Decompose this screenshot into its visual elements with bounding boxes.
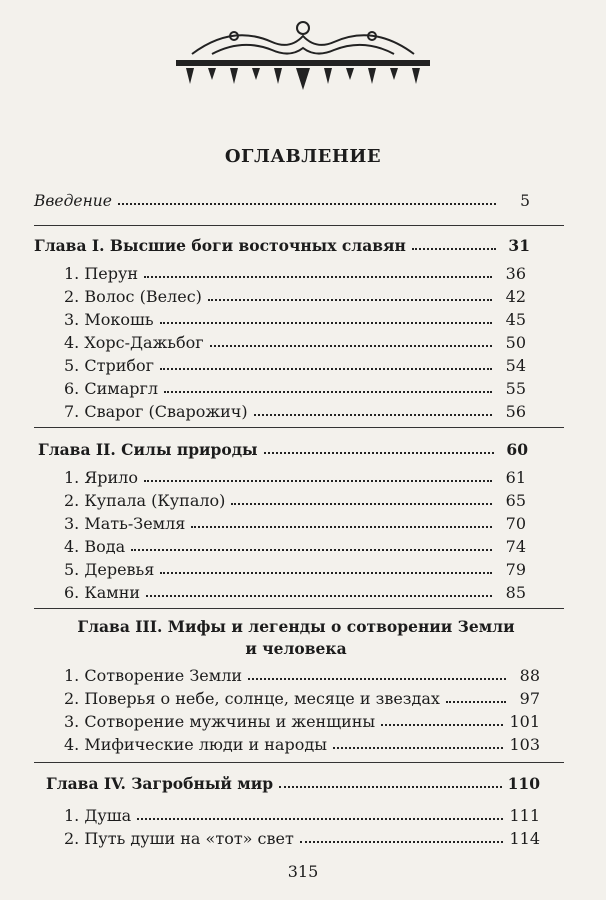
leader-dots — [381, 724, 503, 726]
leader-dots — [300, 841, 504, 843]
entry-label: 3. Сотворение мужчины и женщины — [64, 712, 376, 731]
toc-chapter-3[interactable] — [46, 616, 546, 660]
entry-page: 45 — [505, 310, 526, 329]
toc-entry[interactable] — [64, 829, 540, 848]
toc-entry[interactable] — [64, 712, 540, 731]
leader-dots — [279, 786, 502, 788]
leader-dots — [160, 572, 492, 574]
leader-dots — [446, 701, 506, 703]
toc-entry[interactable] — [64, 379, 526, 398]
entry-page: 61 — [505, 468, 526, 487]
toc-entry[interactable] — [64, 735, 540, 754]
leader-dots — [248, 678, 506, 680]
divider — [34, 608, 564, 609]
entry-label: 2. Волос (Велес) — [64, 287, 202, 306]
entry-label: 5. Стрибог — [64, 356, 154, 375]
leader-dots — [191, 526, 492, 528]
entry-label: 4. Хорс-Дажьбог — [64, 333, 204, 352]
leader-dots — [118, 203, 496, 205]
leader-dots — [231, 503, 492, 505]
entry-page: 55 — [505, 379, 526, 398]
leader-dots — [333, 747, 504, 749]
entry-label: 3. Мокошь — [64, 310, 154, 329]
entry-label: 7. Сварог (Сварожич) — [64, 402, 248, 421]
divider — [34, 427, 564, 428]
entry-page: 114 — [509, 829, 540, 848]
entry-page: 65 — [505, 491, 526, 510]
divider — [34, 225, 564, 226]
entry-page: 5 — [520, 192, 530, 210]
leader-dots — [160, 368, 492, 370]
chapter-label-line2: и человека — [245, 639, 347, 658]
toc-chapter-2[interactable] — [38, 440, 528, 459]
toc-entry[interactable] — [64, 264, 526, 283]
ornament-header — [172, 14, 434, 96]
leader-dots — [412, 248, 496, 250]
entry-page: 88 — [519, 666, 540, 685]
entry-page: 85 — [505, 583, 526, 602]
entry-page: 36 — [505, 264, 526, 283]
toc-entry[interactable] — [64, 689, 540, 708]
page-number: 315 — [287, 862, 319, 881]
chapter-label: Глава IV. Загробный мир — [46, 774, 274, 793]
toc-entry[interactable] — [64, 310, 526, 329]
entry-label: 2. Купала (Купало) — [64, 491, 226, 510]
leader-dots — [137, 818, 503, 820]
toc-entry[interactable] — [64, 468, 526, 487]
toc-entry[interactable] — [64, 514, 526, 533]
toc-entry[interactable] — [64, 560, 526, 579]
leader-dots — [144, 276, 492, 278]
toc-entry[interactable] — [64, 402, 526, 421]
toc-entry[interactable] — [64, 537, 526, 556]
entry-page: 74 — [505, 537, 526, 556]
entry-label: 1. Душа — [64, 806, 132, 825]
entry-label: 4. Мифические люди и народы — [64, 735, 327, 754]
page-title: ОГЛАВЛЕНИЕ — [224, 146, 382, 167]
entry-label: 1. Перун — [64, 264, 139, 283]
entry-page: 79 — [505, 560, 526, 579]
toc-entry[interactable] — [64, 287, 526, 306]
entry-label: 5. Деревья — [64, 560, 155, 579]
leader-dots — [131, 549, 492, 551]
chapter-label: Глава II. Силы природы — [38, 440, 258, 459]
toc-entry[interactable] — [64, 356, 526, 375]
leader-dots — [146, 595, 492, 597]
entry-label: 6. Камни — [64, 583, 141, 602]
chapter-page: 110 — [507, 774, 540, 793]
toc-chapter-1[interactable] — [34, 236, 530, 255]
chapter-page: 31 — [508, 236, 530, 255]
leader-dots — [160, 322, 492, 324]
entry-label: 6. Симаргл — [64, 379, 159, 398]
entry-label: Введение — [34, 192, 112, 210]
entry-page: 111 — [509, 806, 540, 825]
leader-dots — [254, 414, 492, 416]
chapter-label-line1: Глава III. Мифы и легенды о сотворении Земли — [77, 617, 515, 636]
toc-entry[interactable] — [64, 583, 526, 602]
chapter-page: 60 — [506, 440, 528, 459]
entry-page: 97 — [519, 689, 540, 708]
toc-entry[interactable] — [64, 491, 526, 510]
toc-entry[interactable] — [64, 806, 540, 825]
leader-dots — [208, 299, 492, 301]
entry-label: 3. Мать-Земля — [64, 514, 186, 533]
leader-dots — [164, 391, 492, 393]
leader-dots — [210, 345, 492, 347]
entry-page: 103 — [509, 735, 540, 754]
toc-entry[interactable] — [64, 333, 526, 352]
entry-page: 70 — [505, 514, 526, 533]
chapter-label: Глава I. Высшие боги восточных славян — [34, 236, 406, 255]
leader-dots — [264, 452, 494, 454]
entry-page: 54 — [505, 356, 526, 375]
toc-entry[interactable] — [64, 666, 540, 685]
entry-page: 101 — [509, 712, 540, 731]
entry-label: 2. Поверья о небе, солнце, месяце и звездах — [64, 689, 440, 708]
entry-label: 2. Путь души на «тот» свет — [64, 829, 294, 848]
toc-chapter-4[interactable] — [46, 774, 540, 793]
entry-page: 50 — [505, 333, 526, 352]
toc-entry-intro[interactable] — [34, 192, 530, 210]
entry-label: 1. Сотворение Земли — [64, 666, 243, 685]
entry-page: 42 — [505, 287, 526, 306]
divider — [34, 762, 564, 763]
entry-label: 4. Вода — [64, 537, 126, 556]
leader-dots — [144, 480, 492, 482]
entry-label: 1. Ярило — [64, 468, 138, 487]
entry-page: 56 — [505, 402, 526, 421]
